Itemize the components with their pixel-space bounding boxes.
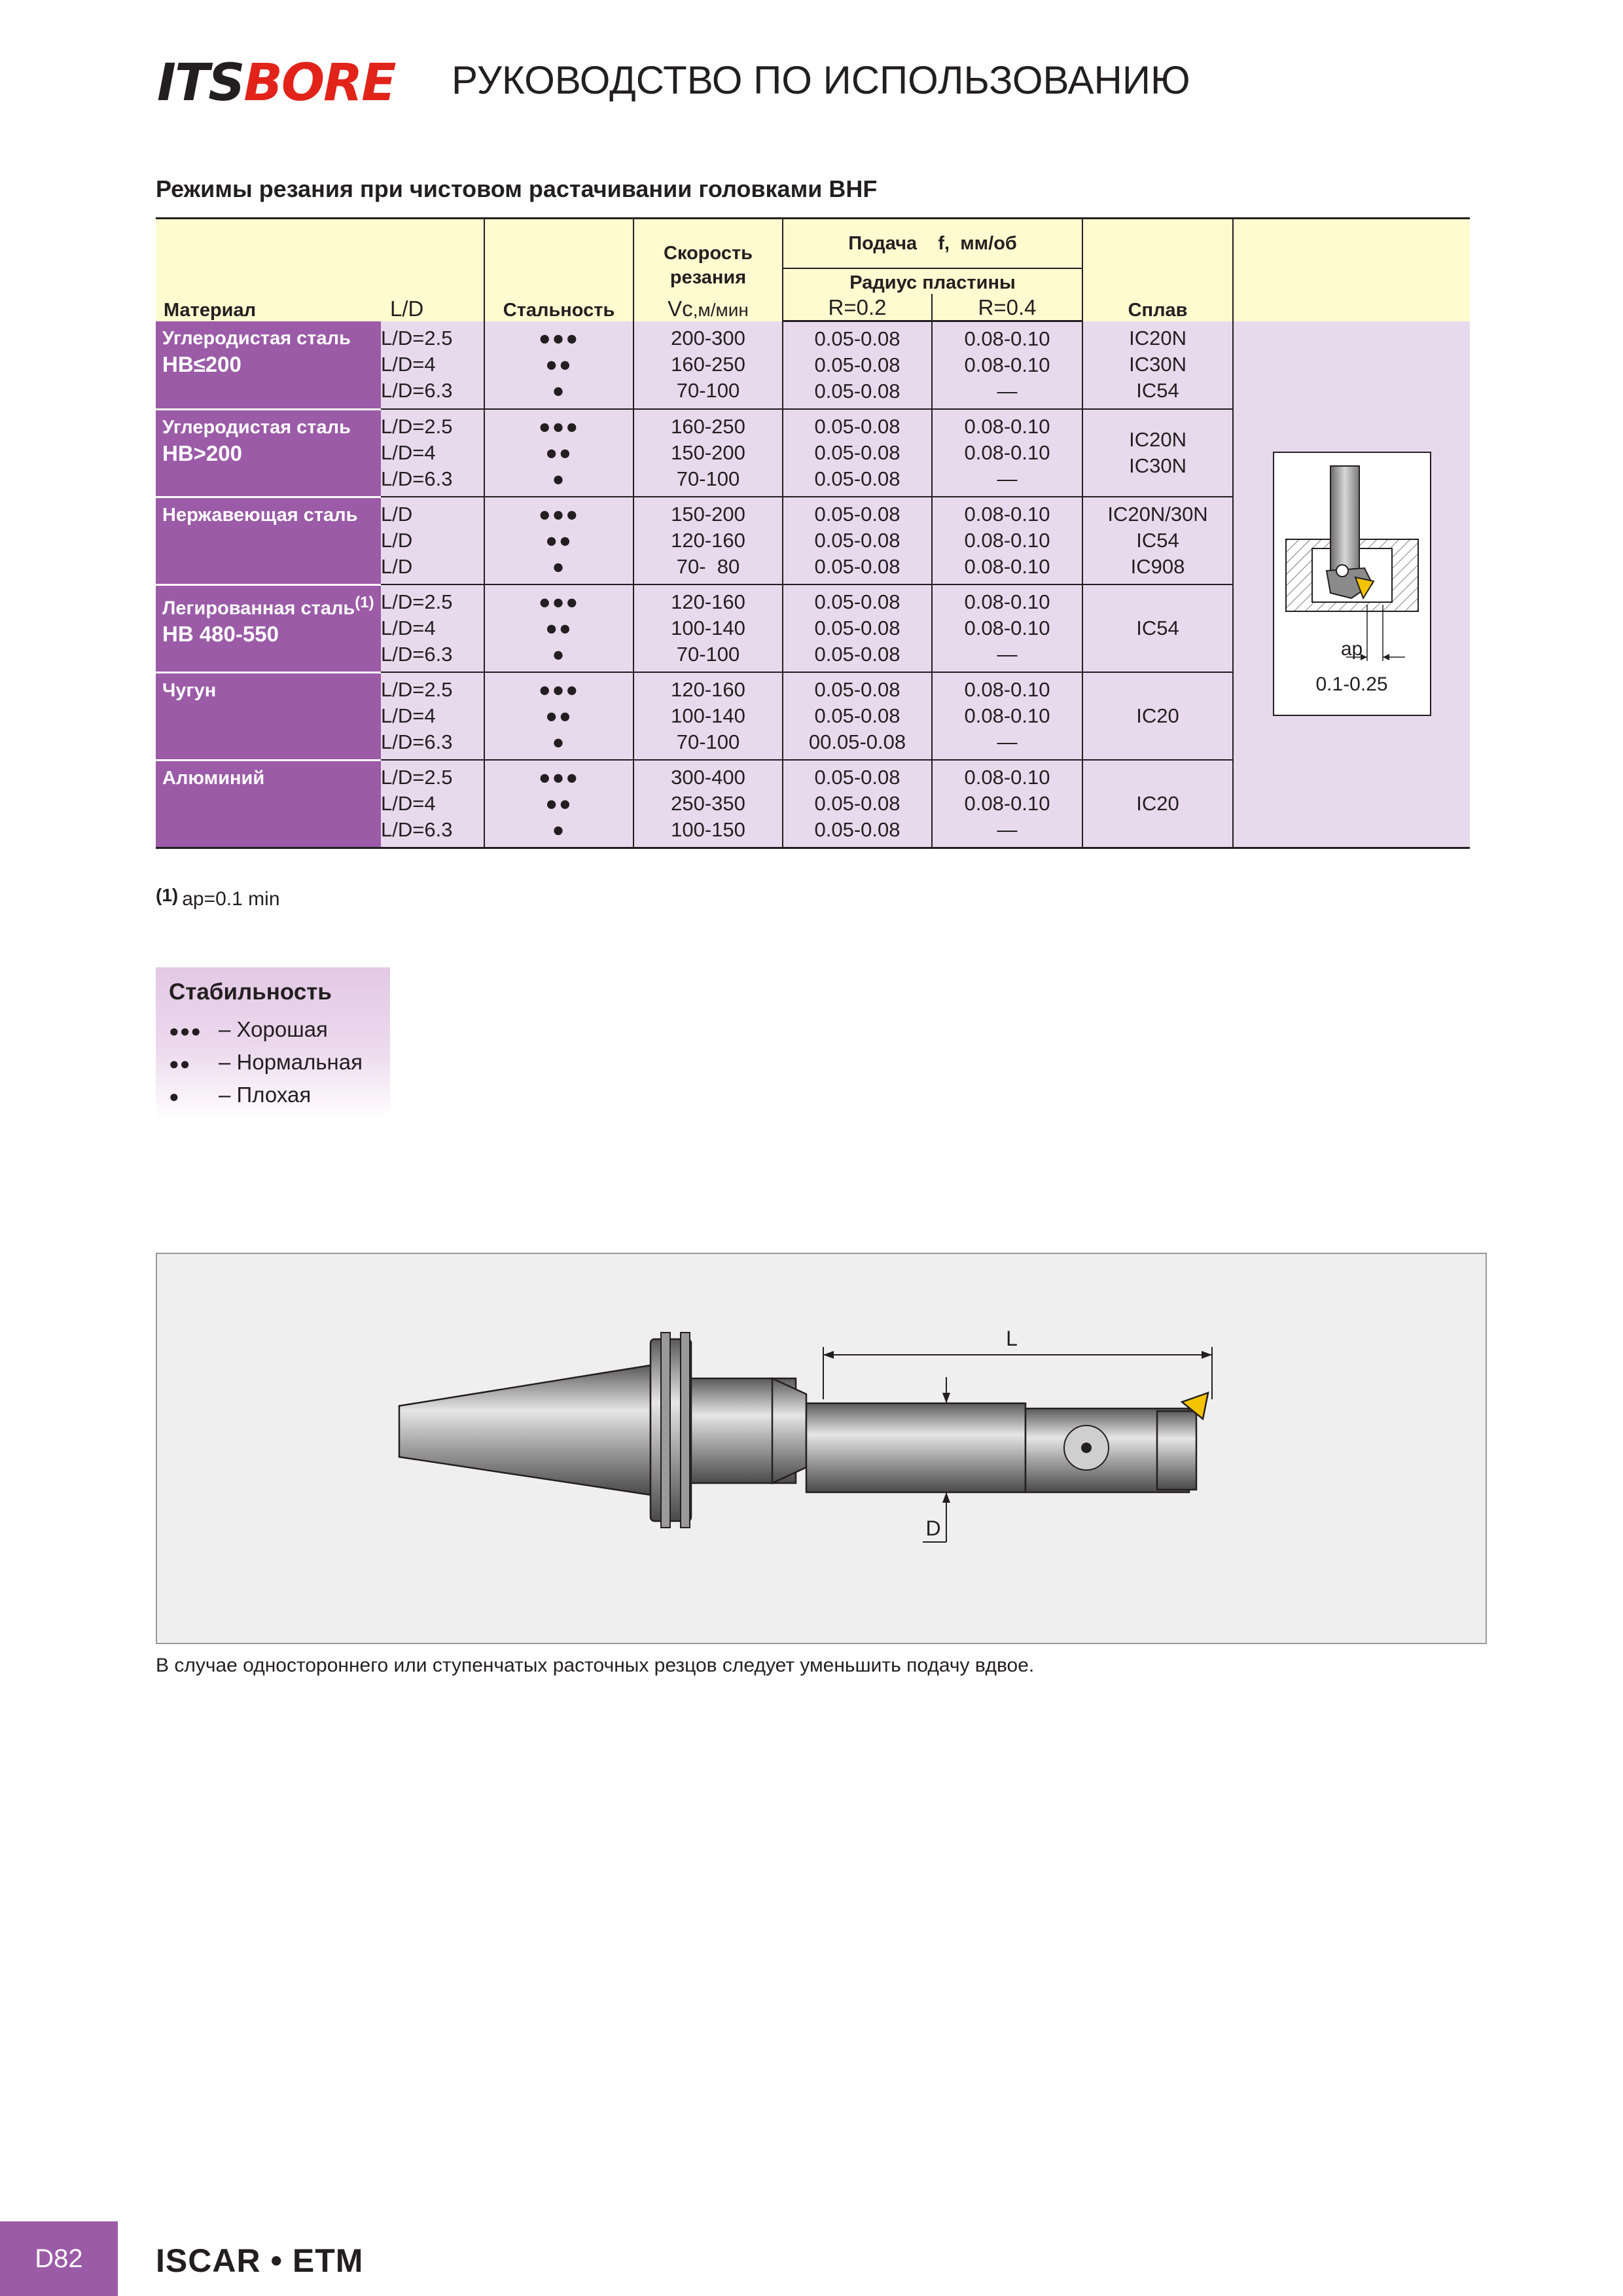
material-name: Чугун [162, 679, 217, 701]
alloy-value: IC20 [1136, 792, 1179, 815]
feed-value: 0.08-0.10 [964, 590, 1050, 613]
feed-value: 0.05-0.08 [814, 643, 901, 666]
ld-value: L/D=2.5 [381, 678, 453, 701]
speed-value: 70- 80 [676, 555, 740, 578]
stability-dots: ●● [545, 792, 573, 815]
ld-value: L/D=6.3 [381, 818, 453, 841]
ld-value: L/D=2.5 [381, 590, 453, 613]
stability-cell [484, 584, 633, 672]
feed-value: — [997, 643, 1018, 666]
boring-insert-figure [1273, 452, 1431, 716]
ap-label: ap [1340, 638, 1363, 660]
ld-value: L/D=4 [381, 352, 436, 376]
feed-r04-cell [932, 584, 1082, 672]
feed-value: 0.05-0.08 [814, 818, 901, 841]
header-r04: R=0.4 [932, 294, 1082, 321]
cutting-conditions-table [156, 217, 1470, 849]
speed-value: 160-250 [671, 415, 745, 438]
boring-tool-drawing [157, 1254, 1486, 1643]
material-cell [156, 760, 381, 848]
alloy-value: IC20N [1129, 428, 1186, 451]
footnote-mark: (1) [156, 885, 179, 905]
ld-cell [381, 409, 484, 497]
feed-r02-cell [783, 584, 932, 672]
header-stability: Стальность [484, 219, 633, 321]
ld-value: L/D [381, 555, 413, 578]
material-name: Углеродистая сталь [162, 327, 351, 349]
speed-value: 100-140 [671, 617, 745, 639]
stability-cell [484, 321, 633, 410]
page-title: РУКОВОДСТВО ПО ИСПОЛЬЗОВАНИЮ [452, 58, 1190, 102]
feed-value: 0.05-0.08 [814, 467, 901, 490]
header-speed-unit: ,м/мин [692, 299, 749, 320]
insert-holder [1157, 1411, 1196, 1490]
feed-value: 0.05-0.08 [814, 380, 901, 403]
feed-value: 0.05-0.08 [814, 327, 901, 350]
speed-value: 70-100 [676, 730, 740, 753]
feed-value: 0.05-0.08 [814, 529, 901, 552]
logo-part-its: ITS [157, 54, 244, 113]
speed-cell [633, 409, 783, 497]
stability-cell [484, 672, 633, 760]
header-feed: Подача f, мм/об [783, 219, 1082, 269]
feed-value: 0.08-0.10 [964, 678, 1050, 701]
feed-r02-cell [783, 409, 932, 497]
arrow-head [1202, 1351, 1212, 1359]
legend-item [169, 1017, 328, 1042]
legend-dots: ●●● [169, 1021, 202, 1041]
stability-legend [156, 967, 390, 1119]
ld-value: L/D [381, 503, 413, 526]
page-number: D82 [0, 2221, 118, 2296]
speed-cell [633, 497, 783, 584]
stability-dots: ●●● [538, 326, 580, 350]
stability-dots: ● [552, 730, 566, 753]
ld-value: L/D=2.5 [381, 766, 453, 789]
feed-value: 0.05-0.08 [814, 441, 901, 464]
alloy-cell [1082, 409, 1233, 497]
header-radius: Радиус пластины [783, 268, 1082, 294]
ld-value: L/D=4 [381, 441, 436, 464]
feed-r02-cell [783, 672, 932, 760]
feed-r02-cell [783, 321, 932, 410]
alloy-value: IC20N [1129, 326, 1186, 350]
feed-value: 0.05-0.08 [814, 555, 901, 578]
legend-dots: ● [169, 1086, 180, 1106]
feed-value: 0.05-0.08 [814, 704, 901, 727]
section-title: Режимы резания при чистовом растачивании головками BHF [156, 175, 878, 202]
footnote-text: ap=0.1 min [182, 888, 280, 910]
speed-value: 250-350 [671, 792, 745, 815]
feed-value: 0.08-0.10 [964, 766, 1050, 789]
material-hardness: HB 480-550 [162, 622, 279, 647]
legend-label: – Хорошая [219, 1017, 328, 1041]
ld-cell [381, 584, 484, 672]
stability-dots: ● [552, 818, 566, 841]
feed-value: — [997, 467, 1018, 490]
stability-dots: ●● [545, 441, 573, 464]
legend-item [169, 1050, 363, 1075]
material-hardness: HB≤200 [162, 351, 241, 376]
feed-value: — [997, 818, 1018, 841]
table-row [156, 321, 1470, 410]
flange-groove [661, 1333, 670, 1528]
screw-icon [1336, 565, 1348, 577]
ld-value: L/D=6.3 [381, 730, 453, 753]
speed-cell [633, 672, 783, 760]
itsbore-logo [157, 54, 395, 113]
legend-label: – Плохая [219, 1083, 312, 1107]
speed-cell [633, 584, 783, 672]
stability-dots: ● [552, 378, 566, 402]
ap-range-label: 0.1-0.25 [1315, 673, 1388, 696]
ld-cell [381, 760, 484, 848]
stability-dots: ● [552, 555, 566, 578]
stability-dots: ●●● [538, 415, 580, 438]
feed-value: 0.08-0.10 [964, 353, 1050, 376]
feed-value: 0.05-0.08 [814, 503, 901, 526]
material-name: Легированная сталь [162, 598, 355, 619]
feed-value: 0.05-0.08 [814, 617, 901, 639]
stability-dots: ●●● [538, 678, 580, 701]
feed-value: 0.05-0.08 [814, 590, 901, 613]
alloy-cell [1082, 672, 1233, 760]
stability-dots: ●● [545, 352, 573, 376]
footnote-ref: (1) [355, 593, 374, 611]
material-cell [156, 672, 381, 760]
taper-shank [399, 1365, 651, 1495]
legend-item [169, 1083, 311, 1107]
feed-value: 0.08-0.10 [964, 415, 1050, 438]
header-speed-symbol: Vc [668, 296, 693, 321]
header-material-ld [156, 219, 484, 321]
header-r02: R=0.2 [783, 294, 932, 321]
feed-value: 0.05-0.08 [814, 678, 901, 701]
label-l: L [1006, 1327, 1018, 1350]
material-hardness: HB>200 [162, 440, 242, 465]
feed-note: В случае одностороннего или ступенчатых расточных резцов следует уменьшить подачу вдвое. [156, 1655, 1035, 1676]
stability-dots: ●●● [538, 590, 580, 613]
speed-value: 150-200 [671, 441, 745, 464]
feed-value: 00.05-0.08 [808, 730, 906, 753]
logo-part-bore: BORE [243, 54, 395, 113]
feed-value: — [997, 730, 1018, 753]
arrow-head [823, 1351, 834, 1359]
header-alloy: Сплав [1082, 219, 1233, 321]
dial-center [1081, 1443, 1092, 1453]
feed-value: 0.08-0.10 [964, 529, 1050, 552]
ld-value: L/D=2.5 [381, 326, 453, 350]
flange-groove [681, 1333, 690, 1528]
stability-cell [484, 497, 633, 584]
alloy-cell [1082, 497, 1233, 584]
feed-value: 0.05-0.08 [814, 415, 901, 438]
tool-drawing-panel [156, 1253, 1487, 1644]
alloy-value: IC908 [1130, 555, 1185, 578]
feed-r04-cell [932, 497, 1082, 584]
feed-r04-cell [932, 760, 1082, 848]
alloy-value: IC30N [1129, 454, 1186, 477]
stability-cell [484, 409, 633, 497]
label-d: D [925, 1516, 941, 1540]
speed-value: 120-160 [671, 590, 745, 613]
speed-value: 70-100 [676, 378, 740, 402]
alloy-value: IC20N/30N [1107, 503, 1208, 526]
header-figure-blank [1233, 219, 1470, 321]
ld-cell [381, 321, 484, 410]
alloy-value: IC54 [1136, 529, 1179, 552]
ld-value: L/D=6.3 [381, 467, 453, 490]
stability-dots: ● [552, 643, 566, 666]
boring-bar-body [806, 1403, 1026, 1492]
material-name: Углеродистая сталь [162, 416, 351, 438]
feed-r04-cell [932, 321, 1082, 410]
stability-dots: ●●● [538, 503, 580, 526]
material-name: Алюминий [162, 767, 265, 789]
boring-bar [1330, 466, 1359, 581]
feed-value: 0.08-0.10 [964, 704, 1050, 727]
material-name: Нержавеющая сталь [162, 504, 358, 526]
alloy-cell [1082, 321, 1233, 410]
speed-value: 200-300 [671, 326, 745, 350]
feed-r04-cell [932, 409, 1082, 497]
ld-value: L/D [381, 529, 413, 552]
feed-value: 0.08-0.10 [964, 441, 1050, 464]
feed-r04-cell [932, 672, 1082, 760]
alloy-value: IC54 [1136, 617, 1179, 639]
header-speed-line2: резания [669, 266, 747, 288]
feed-value: 0.08-0.10 [964, 792, 1050, 815]
feed-value: — [997, 380, 1018, 403]
feed-value: 0.05-0.08 [814, 353, 901, 376]
alloy-cell [1082, 584, 1233, 672]
speed-value: 120-160 [671, 678, 745, 701]
alloy-value: IC54 [1136, 378, 1179, 402]
stability-dots: ●● [545, 704, 573, 727]
material-cell [156, 497, 381, 584]
feed-value: 0.08-0.10 [964, 555, 1050, 578]
legend-dots: ●● [169, 1054, 191, 1073]
speed-value: 160-250 [671, 352, 745, 376]
stability-dots: ● [552, 467, 566, 490]
material-cell [156, 584, 381, 672]
feed-value: 0.05-0.08 [814, 792, 901, 815]
ld-value: L/D=6.3 [381, 643, 453, 666]
header-ld: L/D [390, 296, 424, 321]
ld-value: L/D=6.3 [381, 378, 453, 402]
header-speed [633, 219, 783, 321]
speed-cell [633, 321, 783, 410]
speed-value: 100-140 [671, 704, 745, 727]
alloy-cell [1082, 760, 1233, 848]
footnote [156, 885, 280, 910]
header-speed-line1: Скорость [664, 242, 753, 264]
speed-value: 120-160 [671, 529, 745, 552]
ld-value: L/D=2.5 [381, 415, 453, 438]
arrow-head [942, 1393, 950, 1403]
speed-value: 300-400 [671, 766, 745, 789]
ld-value: L/D=4 [381, 792, 436, 815]
legend-title: Стабильность [169, 979, 332, 1005]
material-cell [156, 321, 381, 410]
feed-r02-cell [783, 497, 932, 584]
speed-value: 70-100 [676, 643, 740, 666]
material-cell [156, 409, 381, 497]
stability-dots: ●● [545, 529, 573, 552]
speed-value: 100-150 [671, 818, 745, 841]
feed-value: 0.08-0.10 [964, 617, 1050, 639]
alloy-value: IC30N [1129, 352, 1186, 376]
brand-footer: ISCAR • ETM [156, 2242, 364, 2279]
ld-cell [381, 497, 484, 584]
collar-neck [772, 1378, 806, 1483]
feed-value: 0.08-0.10 [964, 327, 1050, 350]
speed-value: 70-100 [676, 467, 740, 490]
arrow-head [942, 1492, 950, 1503]
alloy-value: IC20 [1136, 704, 1179, 727]
feed-value: 0.08-0.10 [964, 503, 1050, 526]
stability-dots: ●●● [538, 766, 580, 789]
feed-value: 0.05-0.08 [814, 766, 901, 789]
speed-cell [633, 760, 783, 848]
stability-dots: ●● [545, 617, 573, 639]
legend-label: – Нормальная [219, 1050, 363, 1074]
ld-cell [381, 672, 484, 760]
header-material: Материал [164, 299, 257, 321]
feed-r02-cell [783, 760, 932, 848]
ld-value: L/D=4 [381, 704, 436, 727]
boring-figure-cell [1233, 321, 1470, 848]
stability-cell [484, 760, 633, 848]
speed-value: 150-200 [671, 503, 745, 526]
ld-value: L/D=4 [381, 617, 436, 639]
